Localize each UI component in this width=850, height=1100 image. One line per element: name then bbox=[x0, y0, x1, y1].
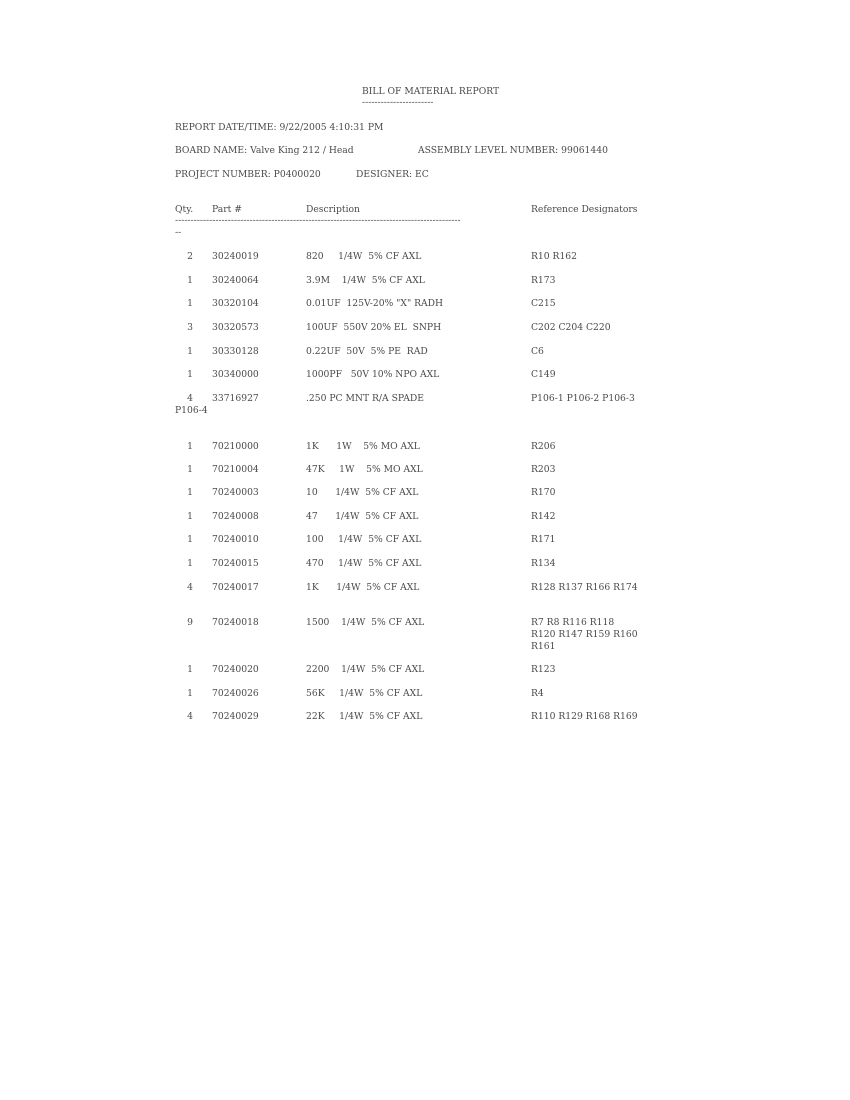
row-part-number: 30240064 bbox=[212, 275, 259, 286]
row-reference-designators: C215 bbox=[531, 298, 556, 309]
row-qty: 1 bbox=[187, 298, 193, 309]
row-description: 0.22UF 50V 5% PE RAD bbox=[306, 346, 428, 357]
row-qty: 1 bbox=[187, 441, 193, 452]
row-description: 820 1/4W 5% CF AXL bbox=[306, 251, 422, 262]
row-reference-designators: R123 bbox=[531, 664, 556, 675]
row-reference-designators: R7 R8 R116 R118 bbox=[531, 617, 615, 628]
board-name: BOARD NAME: Valve King 212 / Head bbox=[175, 145, 354, 156]
row-qty: 1 bbox=[187, 534, 193, 545]
row-description: 100 1/4W 5% CF AXL bbox=[306, 534, 422, 545]
row-description: 1000PF 50V 10% NPO AXL bbox=[306, 369, 440, 380]
row-qty: 9 bbox=[187, 617, 193, 628]
row-part-number: 30340000 bbox=[212, 369, 259, 380]
row-reference-designators: C149 bbox=[531, 369, 556, 380]
row-reference-designators: R4 bbox=[531, 688, 544, 699]
report-datetime: REPORT DATE/TIME: 9/22/2005 4:10:31 PM bbox=[175, 122, 384, 133]
row-qty: 1 bbox=[187, 688, 193, 699]
header-separator: -------------------------------------------------------------------------------------------- bbox=[175, 215, 461, 226]
column-header-part: Part # bbox=[212, 204, 242, 215]
row-reference-designators: R128 R137 R166 R174 bbox=[531, 582, 638, 593]
row-part-number: 70240026 bbox=[212, 688, 259, 699]
row-part-number: 70240003 bbox=[212, 487, 259, 498]
row-part-number: 30330128 bbox=[212, 346, 259, 357]
row-qty: 1 bbox=[187, 275, 193, 286]
row-reference-designators: C202 C204 C220 bbox=[531, 322, 611, 333]
row-description: 47 1/4W 5% CF AXL bbox=[306, 511, 419, 522]
row-description: .250 PC MNT R/A SPADE bbox=[306, 393, 424, 404]
row-description: 10 1/4W 5% CF AXL bbox=[306, 487, 419, 498]
column-header-description: Description bbox=[306, 204, 360, 215]
row-part-number: 30320104 bbox=[212, 298, 259, 309]
row-description: 2200 1/4W 5% CF AXL bbox=[306, 664, 425, 675]
row-description: 1K 1/4W 5% CF AXL bbox=[306, 582, 420, 593]
row-part-number: 70210000 bbox=[212, 441, 259, 452]
row-part-number: 30240019 bbox=[212, 251, 259, 262]
row-reference-wrap: P106-4 bbox=[175, 405, 208, 416]
row-part-number: 70240018 bbox=[212, 617, 259, 628]
row-reference-designators: R203 bbox=[531, 464, 556, 475]
report-title: BILL OF MATERIAL REPORT bbox=[362, 86, 500, 97]
row-qty: 1 bbox=[187, 346, 193, 357]
row-description: 3.9M 1/4W 5% CF AXL bbox=[306, 275, 425, 286]
row-qty: 1 bbox=[187, 558, 193, 569]
row-description: 470 1/4W 5% CF AXL bbox=[306, 558, 422, 569]
row-part-number: 33716927 bbox=[212, 393, 259, 404]
row-part-number: 70210004 bbox=[212, 464, 259, 475]
row-description: 56K 1/4W 5% CF AXL bbox=[306, 688, 423, 699]
assembly-level-number: ASSEMBLY LEVEL NUMBER: 99061440 bbox=[418, 145, 608, 156]
row-reference-designators: P106-1 P106-2 P106-3 bbox=[531, 393, 635, 404]
row-reference-designators: R10 R162 bbox=[531, 251, 577, 262]
row-qty: 1 bbox=[187, 464, 193, 475]
row-qty: 2 bbox=[187, 251, 193, 262]
row-part-number: 70240017 bbox=[212, 582, 259, 593]
row-reference-designators: R206 bbox=[531, 441, 556, 452]
row-qty: 4 bbox=[187, 711, 193, 722]
row-reference-designators: R134 bbox=[531, 558, 556, 569]
project-number: PROJECT NUMBER: P0400020 bbox=[175, 169, 321, 180]
row-part-number: 70240015 bbox=[212, 558, 259, 569]
row-reference-designators: R171 bbox=[531, 534, 556, 545]
report-title-underline: ----------------------- bbox=[362, 97, 434, 108]
row-qty: 4 bbox=[187, 582, 193, 593]
row-reference-designators-cont: R120 R147 R159 R160 bbox=[531, 629, 638, 640]
row-part-number: 70240008 bbox=[212, 511, 259, 522]
row-description: 100UF 550V 20% EL SNPH bbox=[306, 322, 442, 333]
row-reference-designators: R142 bbox=[531, 511, 556, 522]
row-description: 47K 1W 5% MO AXL bbox=[306, 464, 423, 475]
row-qty: 4 bbox=[187, 393, 193, 404]
row-reference-designators: R110 R129 R168 R169 bbox=[531, 711, 638, 722]
header-separator-wrap: -- bbox=[175, 227, 182, 238]
column-header-qty: Qty. bbox=[175, 204, 194, 215]
designer: DESIGNER: EC bbox=[356, 169, 429, 180]
row-qty: 1 bbox=[187, 369, 193, 380]
row-description: 1500 1/4W 5% CF AXL bbox=[306, 617, 425, 628]
row-part-number: 70240029 bbox=[212, 711, 259, 722]
row-description: 1K 1W 5% MO AXL bbox=[306, 441, 420, 452]
row-part-number: 30320573 bbox=[212, 322, 259, 333]
row-part-number: 70240010 bbox=[212, 534, 259, 545]
row-qty: 1 bbox=[187, 511, 193, 522]
row-part-number: 70240020 bbox=[212, 664, 259, 675]
row-qty: 1 bbox=[187, 664, 193, 675]
row-description: 0.01UF 125V-20% "X" RADH bbox=[306, 298, 444, 309]
column-header-reference: Reference Designators bbox=[531, 204, 638, 215]
row-reference-designators-cont: R161 bbox=[531, 641, 556, 652]
row-reference-designators: R170 bbox=[531, 487, 556, 498]
row-description: 22K 1/4W 5% CF AXL bbox=[306, 711, 423, 722]
row-reference-designators: R173 bbox=[531, 275, 556, 286]
row-reference-designators: C6 bbox=[531, 346, 544, 357]
row-qty: 3 bbox=[187, 322, 193, 333]
row-qty: 1 bbox=[187, 487, 193, 498]
